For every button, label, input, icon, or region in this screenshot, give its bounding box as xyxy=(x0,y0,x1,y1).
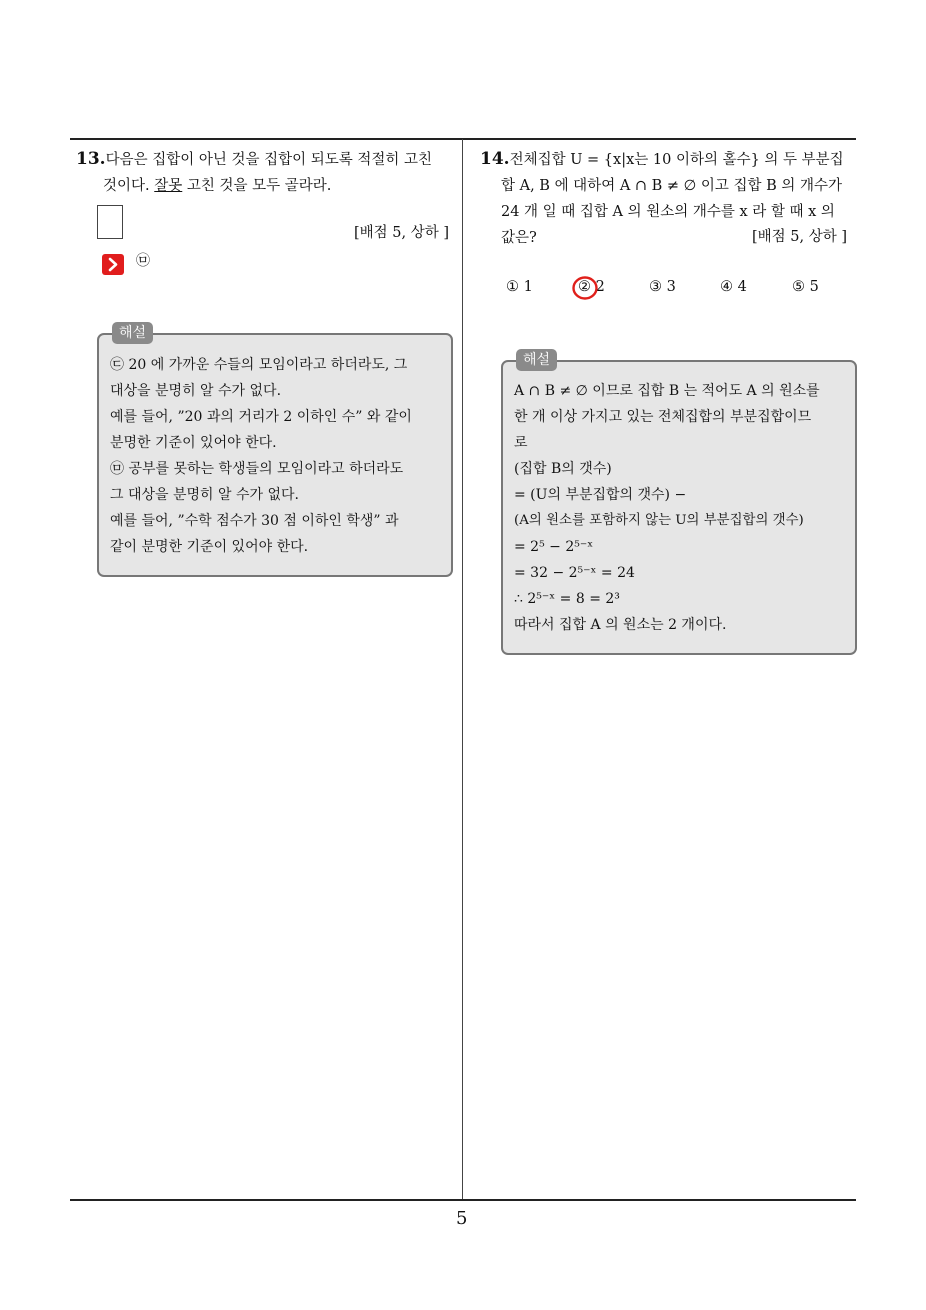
solution-14-line: A ∩ B ≠ ∅ 이므로 집합 B 는 적어도 A 의 원소를 xyxy=(514,383,820,399)
choice-value: 2 xyxy=(595,279,605,295)
selected-answer-circle-icon xyxy=(570,274,600,306)
page-number: 5 xyxy=(456,1208,468,1229)
choice-mark: ① xyxy=(506,279,519,295)
question-14-line-3: 24 개 일 때 집합 A 의 원소의 개수를 x 라 할 때 x 의 xyxy=(501,204,835,220)
solution-13-line: 예를 들어, ”수학 점수가 30 점 이하인 학생” 과 xyxy=(110,513,399,529)
solution-13-line: 같이 분명한 기준이 있어야 한다. xyxy=(110,539,309,555)
choice-mark: ④ xyxy=(720,279,733,295)
question-14-score: [배점 5, 상하 ] xyxy=(752,229,848,245)
bottom-rule xyxy=(70,1199,856,1201)
solution-14-line: 따라서 집합 A 의 원소는 2 개이다. xyxy=(514,617,727,633)
solution-13-line: 대상을 분명히 알 수가 없다. xyxy=(110,383,282,399)
solution-13-line: ㉢ 20 에 가까운 수들의 모임이라고 하더라도, 그 xyxy=(110,357,408,373)
solution-14-line: 로 xyxy=(514,435,528,451)
question-13-underlined-word: 잘못 xyxy=(154,178,183,194)
question-13-score: [배점 5, 상하 ] xyxy=(354,225,450,241)
choice-mark: ② xyxy=(578,279,591,295)
solution-13-line: 그 대상을 분명히 알 수가 없다. xyxy=(110,487,299,503)
solution-14-line: (A의 원소를 포함하지 않는 U의 부분집합의 갯수) xyxy=(514,513,804,528)
column-divider xyxy=(462,139,463,1201)
solution-14-line: = 32 − 2⁵⁻ˣ = 24 xyxy=(514,565,635,581)
solution-13-line: 분명한 기준이 있어야 한다. xyxy=(110,435,277,451)
solution-14-line: 한 개 이상 가지고 있는 전체집합의 부분집합이므 xyxy=(514,409,812,425)
question-14-number: 14. xyxy=(480,149,510,169)
choice-mark: ⑤ xyxy=(792,279,805,295)
top-rule xyxy=(70,138,856,140)
solution-14-line: ∴ 2⁵⁻ˣ = 8 = 2³ xyxy=(514,591,620,607)
choice-3[interactable] xyxy=(649,279,676,295)
question-14-line-1 xyxy=(480,146,858,173)
question-13-number: 13. xyxy=(76,149,106,169)
choice-mark: ③ xyxy=(649,279,662,295)
solution-13-text xyxy=(110,352,445,560)
choice-5[interactable] xyxy=(792,279,819,295)
question-13-line-1 xyxy=(76,146,460,173)
question-13-text-2c: 고친 것을 모두 골라라. xyxy=(182,178,332,194)
choice-value: 5 xyxy=(809,279,819,295)
solution-tag-13: 해설 xyxy=(112,322,153,344)
solution-tag-14: 해설 xyxy=(516,349,557,371)
choice-value: 3 xyxy=(666,279,676,295)
question-13-text-1: 다음은 집합이 아닌 것을 집합이 되도록 적절히 고친 xyxy=(105,152,432,168)
question-14-line-4: 값은? xyxy=(501,230,537,246)
choice-4[interactable] xyxy=(720,279,747,295)
answer-blank-box[interactable] xyxy=(97,205,123,239)
choice-1[interactable] xyxy=(506,279,533,295)
question-13-answer: ㉤ xyxy=(136,253,150,269)
solution-14-line: = 2⁵ − 2⁵⁻ˣ xyxy=(514,539,594,555)
question-13-line-2 xyxy=(76,173,460,199)
chevron-right-icon xyxy=(102,254,124,275)
question-14-text-1: 전체집합 U = {x|x는 10 이하의 홀수} 의 두 부분집 xyxy=(509,152,844,168)
solution-14-line: (집합 B의 갯수) xyxy=(514,461,612,477)
choice-value: 4 xyxy=(737,279,747,295)
solution-13-line: 예를 들어, ”20 과의 거리가 2 이하인 수” 와 같이 xyxy=(110,409,412,425)
question-13 xyxy=(76,146,460,199)
solution-13-line: ㉤ 공부를 못하는 학생들의 모임이라고 하더라도 xyxy=(110,461,404,477)
question-14-line-2: 합 A, B 에 대하여 A ∩ B ≠ ∅ 이고 집합 B 의 개수가 xyxy=(501,178,843,194)
choice-value: 1 xyxy=(523,279,533,295)
solution-14-line: = (U의 부분집합의 갯수) − xyxy=(514,487,687,503)
question-13-text-2a: 것이다. xyxy=(103,178,155,194)
solution-14-text xyxy=(514,378,852,638)
